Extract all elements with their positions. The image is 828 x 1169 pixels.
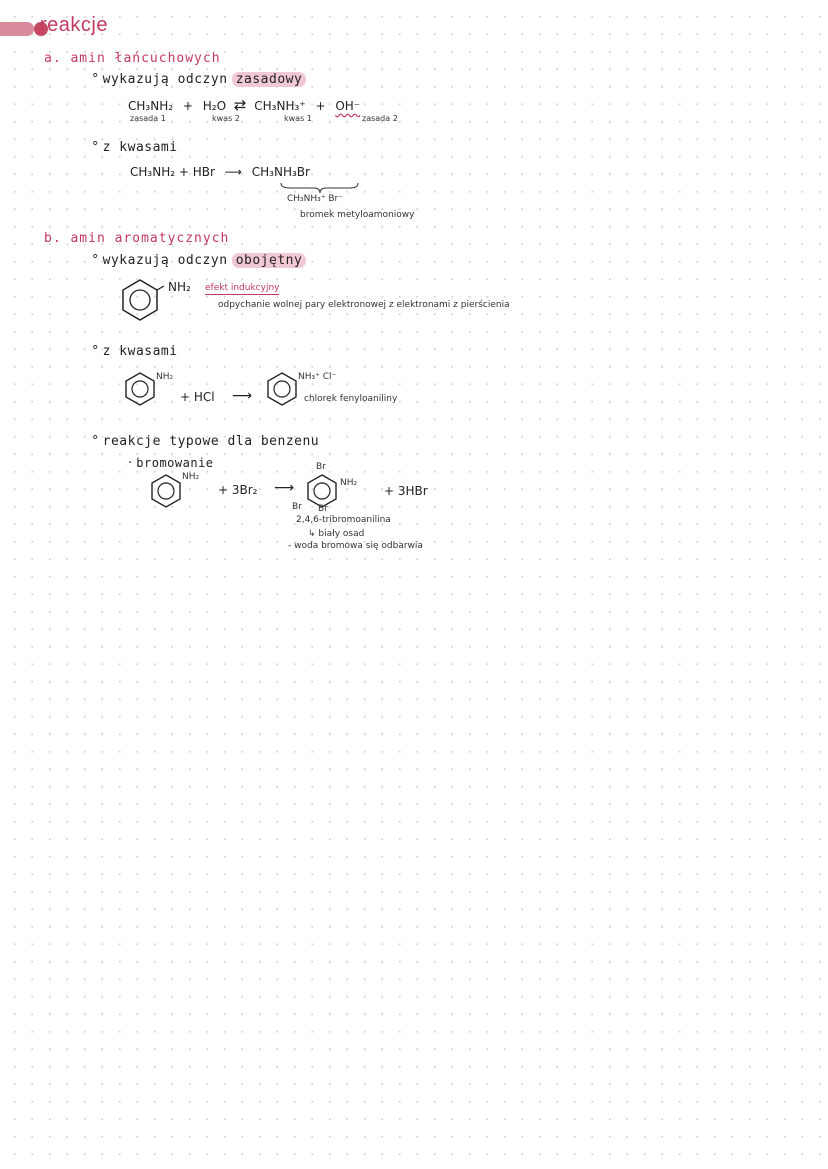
- section-a-label: a.: [44, 51, 62, 66]
- eq2-lhs: CH₃NH₂ + HBr: [130, 165, 215, 179]
- equation-1: [128, 96, 360, 114]
- r1-arrow: ⟶: [232, 388, 253, 404]
- eq2-ionic: CH₃NH₃⁺ Br⁻: [287, 194, 344, 204]
- eq1-arrow: ⇄: [233, 96, 247, 114]
- title-accent-bar: [0, 22, 34, 36]
- r2-note-precipitate: ↳ biały osad: [308, 529, 365, 539]
- r2-reagent: + 3Br₂: [218, 483, 258, 497]
- eq1-label-3: kwas 1: [284, 114, 312, 123]
- r2-br-top: Br: [316, 462, 326, 472]
- r2-nh2-product: NH₂: [340, 478, 358, 488]
- eq1-lhs1: CH₃NH₂: [128, 99, 174, 113]
- section-b-heading: [44, 231, 229, 246]
- section-b-bullet-3-sub: · bromowanie: [128, 456, 214, 471]
- r2-nh2: NH₂: [182, 472, 200, 482]
- benzene-ring-2: [124, 372, 156, 406]
- section-a-b2-text: z kwasami: [102, 140, 178, 155]
- section-b-title: amin aromatycznych: [70, 231, 230, 246]
- section-a-bullet-1: ° wykazują odczyn zasadowy: [92, 72, 306, 87]
- eq1-label-4: zasada 2: [362, 114, 398, 123]
- page-title: reakcje: [40, 14, 108, 36]
- section-a-b1-text: wykazują odczyn: [102, 72, 228, 87]
- benzene-ring-5: [306, 474, 338, 508]
- section-b-b1-highlight: obojętny: [232, 253, 307, 268]
- section-a-bullet-2: ° z kwasami: [92, 140, 178, 155]
- eq1-plus2: +: [315, 99, 326, 113]
- section-b-b3-sub-text: bromowanie: [136, 456, 214, 470]
- section-b-bullet-2: ° z kwasami: [92, 344, 178, 359]
- r2-arrow: ⟶: [274, 480, 295, 496]
- benzene-ring-3: [266, 372, 298, 406]
- eq2-rhs: CH₃NH₃Br: [251, 165, 310, 179]
- eq1-plus1: +: [182, 99, 193, 113]
- eq1-label-2: kwas 2: [212, 114, 240, 123]
- r1-name: chlorek fenyloaniliny: [304, 394, 398, 404]
- section-b-b1-text: wykazują odczyn: [102, 253, 228, 268]
- equation-2: [130, 165, 310, 179]
- r1-plus-hcl: + HCl: [180, 390, 215, 404]
- eq1-label-1: zasada 1: [130, 114, 166, 123]
- section-a-heading: [44, 51, 221, 66]
- r2-br-right: Br: [318, 504, 328, 514]
- eq1-rhs1: CH₃NH₃⁺: [254, 99, 306, 113]
- r2-br-left: Br: [292, 502, 302, 512]
- r2-note-decolor: - woda bromowa się odbarwia: [288, 541, 423, 551]
- eq2-arrow: ⟶: [224, 165, 242, 179]
- section-a-title: amin łańcuchowych: [70, 51, 221, 66]
- inductive-effect: efekt indukcyjny: [205, 283, 280, 293]
- r1-product: NH₃⁺ Cl⁻: [298, 372, 337, 382]
- eq2-brace: [280, 182, 360, 194]
- r2-plus-hbr: + 3HBr: [384, 484, 428, 498]
- r1-nh2: NH₂: [156, 372, 174, 382]
- section-b-label: b.: [44, 231, 62, 246]
- eq1-lhs2: H₂O: [202, 99, 227, 113]
- eq2-name: bromek metyloamoniowy: [300, 210, 415, 220]
- benzene-ring-1: [120, 278, 160, 322]
- section-b-bullet-1: ° wykazują odczyn obojętny: [92, 253, 306, 268]
- section-b-b2-text: z kwasami: [102, 344, 178, 359]
- eq1-rhs2: OH⁻: [335, 99, 361, 113]
- r2-product-name: 2,4,6-tribromoanilina: [296, 515, 391, 525]
- section-a-b1-highlight: zasadowy: [232, 72, 307, 87]
- section-b-bullet-3: ° reakcje typowe dla benzenu: [92, 434, 320, 449]
- benzene-ring-4: [150, 474, 182, 508]
- section-b-b3-text: reakcje typowe dla benzenu: [102, 434, 320, 449]
- inductive-effect-note: odpychanie wolnej pary elektronowej z elektronami z pierścienia: [218, 300, 510, 310]
- aniline-nh2: NH₂: [168, 280, 191, 294]
